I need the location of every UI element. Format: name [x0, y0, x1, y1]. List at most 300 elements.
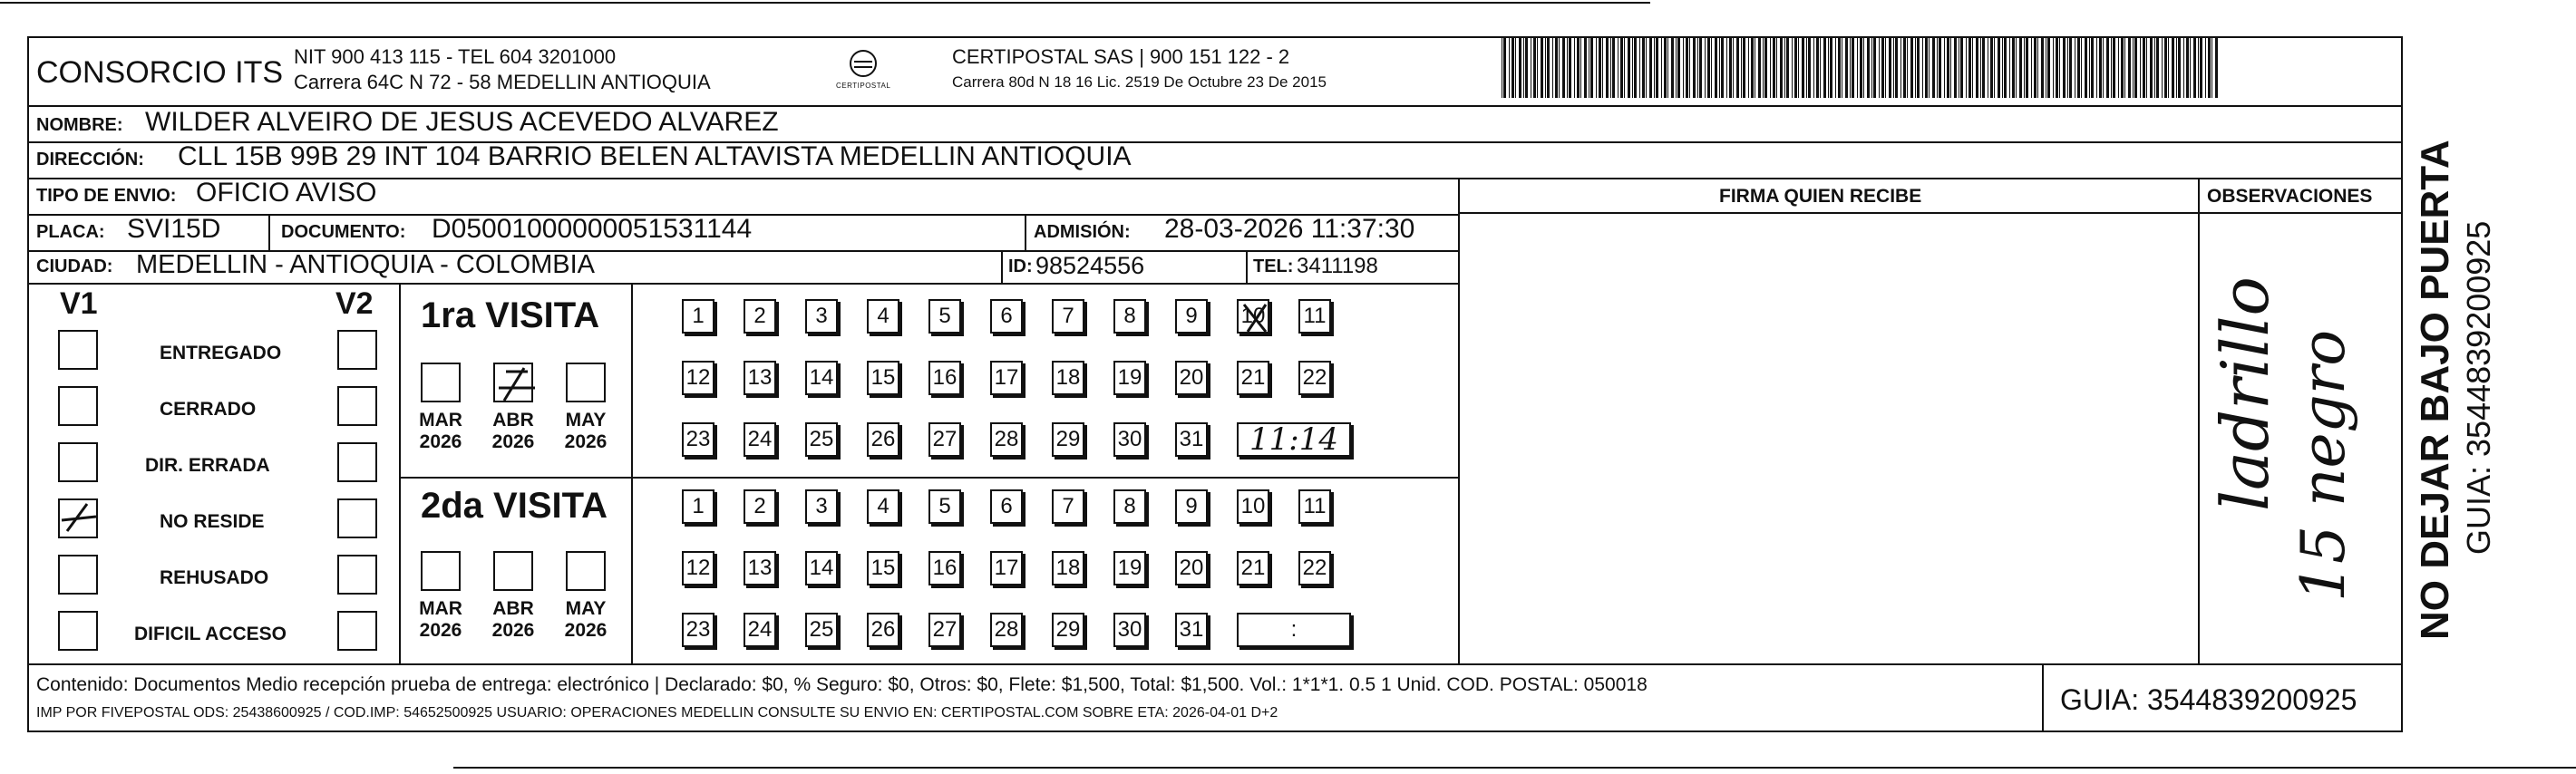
month-name: MAY [565, 410, 607, 431]
barcode-bar [1845, 38, 1848, 98]
barcode-bar [1726, 38, 1727, 98]
barcode-bar [1733, 38, 1734, 98]
status-option-label: ENTREGADO [160, 343, 282, 363]
barcode-bar [1947, 38, 1949, 98]
day-box[interactable]: 19 [1113, 361, 1146, 395]
barcode-bar [2047, 38, 2050, 98]
day-box[interactable]: 16 [928, 551, 961, 585]
barcode-bar [1596, 38, 1597, 98]
day-box[interactable]: 12 [682, 361, 714, 395]
barcode-bar [2037, 38, 2038, 98]
day-box[interactable]: 21 [1237, 361, 1269, 395]
firma-header: FIRMA QUIEN RECIBE [1719, 186, 1922, 207]
barcode-bar [2041, 38, 2044, 98]
barcode-bar [1547, 38, 1550, 98]
v2-checkbox[interactable] [337, 442, 377, 482]
barcode-bar [1966, 38, 1967, 98]
barcode-bar [2164, 38, 2167, 98]
barcode-bar [2200, 38, 2202, 98]
day-box[interactable]: 2 [744, 299, 776, 334]
barcode-bar [1654, 38, 1655, 98]
day-box[interactable]: 8 [1113, 489, 1146, 524]
day-box[interactable]: 10 [1237, 489, 1269, 524]
barcode-bar [2063, 38, 2066, 98]
v2-checkbox[interactable] [337, 330, 377, 370]
barcode-bar [1900, 38, 1901, 98]
day-box[interactable]: 5 [928, 299, 961, 334]
courier-line-2: Carrera 80d N 18 16 Lic. 2519 De Octubre 23 De 2015 [952, 73, 1327, 91]
barcode-bar [1925, 38, 1928, 98]
barcode-bar [1545, 38, 1546, 98]
barcode-bar [1850, 38, 1851, 98]
barcode-bar [2162, 38, 2163, 98]
bottom-edge-line [453, 767, 2576, 769]
v1-checkbox[interactable] [58, 611, 98, 651]
barcode-bar [2176, 38, 2177, 98]
barcode-bar [1523, 38, 1524, 98]
day-box[interactable]: 14 [805, 551, 838, 585]
barcode-bar [1741, 38, 1742, 98]
visit-divider-line [399, 477, 1458, 479]
barcode-bar [1567, 38, 1568, 98]
barcode-bar [1562, 38, 1565, 98]
barcode-bar [1620, 38, 1623, 98]
month-name: ABR [492, 410, 534, 431]
barcode-bar [2154, 38, 2155, 98]
barcode-bar [1541, 38, 1543, 98]
id-divider [1001, 250, 1003, 283]
status-option-label: CERRADO [160, 399, 257, 420]
day-box[interactable]: 28 [990, 613, 1023, 647]
day-box[interactable]: 11 [1298, 299, 1331, 334]
firma-column-left-line [1458, 178, 1460, 663]
barcode-bar [2077, 38, 2080, 98]
day-box[interactable]: 23 [682, 613, 714, 647]
barcode-bar [1719, 38, 1720, 98]
barcode-bar [2056, 38, 2058, 98]
admision-divider [1025, 214, 1026, 250]
day-box[interactable]: 31 [1175, 422, 1208, 457]
day-box[interactable]: 6 [990, 299, 1023, 334]
tipo-value: OFICIO AVISO [196, 178, 377, 208]
row-line-2 [27, 178, 2403, 179]
barcode-bar [1770, 38, 1771, 98]
barcode-bar [2106, 38, 2109, 98]
barcode-bar [1503, 38, 1506, 98]
day-box[interactable]: 4 [867, 489, 899, 524]
day-box[interactable]: 8 [1113, 299, 1146, 334]
barcode-bar [1580, 38, 1581, 98]
v1-checkbox[interactable] [58, 555, 98, 595]
documento-label: DOCUMENTO: [281, 222, 406, 242]
day-box[interactable]: 11 [1298, 489, 1331, 524]
documento-value: D05001000000051531144 [432, 214, 753, 244]
footer-line-2: IMP POR FIVEPOSTAL ODS: 25438600925 / COD.IMP: 54652500925 USUARIO: OPERACIONES MEDELLIN CONSULTE SU ENVIO EN: CERTIPOSTAL.COM SOBRE ETA: 2026-04-01 D+2 [36, 705, 1278, 721]
day-box[interactable]: 14 [805, 361, 838, 395]
day-box[interactable]: 31 [1175, 613, 1208, 647]
month-year: 2026 [491, 620, 535, 642]
barcode-bar [1873, 38, 1876, 98]
direccion-label: DIRECCIÓN: [36, 150, 144, 169]
month-name: ABR [492, 598, 534, 619]
barcode-bar [1838, 38, 1841, 98]
barcode-bar [1852, 38, 1854, 98]
footer-guia: GUIA: 3544839200925 [2060, 683, 2357, 716]
barcode-bar [1656, 38, 1658, 98]
barcode-bar [1929, 38, 1930, 98]
month-checkbox[interactable] [566, 551, 606, 591]
day-box[interactable]: 20 [1175, 361, 1208, 395]
month-checkbox[interactable] [493, 363, 533, 402]
day-box[interactable]: 3 [805, 299, 838, 334]
barcode-bar [1649, 38, 1652, 98]
barcode-bar [1823, 38, 1826, 98]
barcode-bar [2103, 38, 2104, 98]
day-box[interactable]: 7 [1052, 299, 1084, 334]
barcode-bar [1857, 38, 1858, 98]
barcode-bar [1584, 38, 1587, 98]
day-box[interactable]: 21 [1237, 551, 1269, 585]
status-option-label: DIR. ERRADA [145, 455, 270, 476]
day-box[interactable]: 16 [928, 361, 961, 395]
barcode-bar [1907, 38, 1908, 98]
certipostal-logo [836, 47, 890, 94]
barcode-bar [1697, 38, 1698, 98]
barcode-bar [2004, 38, 2007, 98]
barcode-bar [1937, 38, 1938, 98]
barcode-bar [1808, 38, 1811, 98]
barcode-bar [2143, 38, 2145, 98]
barcode-bar [2134, 38, 2137, 98]
barcode-bar [1990, 38, 1993, 98]
barcode-bar [1915, 38, 1916, 98]
v1-checkbox[interactable] [58, 330, 98, 370]
barcode-bar [1533, 38, 1536, 98]
v2-checkbox[interactable] [337, 555, 377, 595]
observaciones-header: OBSERVACIONES [2207, 186, 2373, 207]
courier-line-1: CERTIPOSTAL SAS | 900 151 122 - 2 [952, 45, 1290, 68]
month-year: 2026 [564, 431, 608, 453]
row-line-5 [27, 283, 1458, 285]
barcode-bar [2128, 38, 2131, 98]
check-mark-icon [60, 500, 100, 540]
barcode-bar [2215, 38, 2218, 98]
barcode-bar [1577, 38, 1580, 98]
barcode-bar [1980, 38, 1981, 98]
company-line-1: NIT 900 413 115 - TEL 604 3201000 [294, 45, 617, 68]
barcode-bar [1763, 38, 1764, 98]
barcode-bar [1686, 38, 1688, 98]
day-box[interactable]: 4 [867, 299, 899, 334]
barcode-bar [1664, 38, 1667, 98]
v2-checkbox[interactable] [337, 498, 377, 538]
day-box[interactable]: 17 [990, 361, 1023, 395]
barcode-bar [2198, 38, 2199, 98]
barcode-bar [1806, 38, 1807, 98]
month-checkbox[interactable] [566, 363, 606, 402]
day-box[interactable]: 29 [1052, 613, 1084, 647]
placa-divider [268, 214, 270, 250]
day-box[interactable]: 20 [1175, 551, 1208, 585]
admision-value: 28-03-2026 11:37:30 [1164, 214, 1415, 244]
v2-checkbox[interactable] [337, 386, 377, 426]
day-box[interactable]: 19 [1113, 551, 1146, 585]
barcode-bar [1802, 38, 1804, 98]
barcode-bar [1736, 38, 1739, 98]
barcode-bar [2124, 38, 2125, 98]
day-box[interactable]: 17 [990, 551, 1023, 585]
placa-value: SVI15D [127, 214, 221, 244]
admision-label: ADMISIÓN: [1034, 222, 1131, 242]
barcode-bar [1729, 38, 1732, 98]
barcode-bar [1671, 38, 1674, 98]
footer-line-1: Contenido: Documentos Medio recepción prueba de entrega: electrónico | Declarado: $0, % Seguro: $0, Otros: $0, Flete: $1,500, Total: $1,500. Vol.: 1*1*1. 0.5 1 Unid. COD. POSTAL: 050018 [36, 674, 1648, 695]
v1-checkbox[interactable] [58, 442, 98, 482]
barcode-bar [2081, 38, 2082, 98]
day-box[interactable]: 15 [867, 361, 899, 395]
month-checkbox[interactable] [421, 551, 461, 591]
barcode-bar [1954, 38, 1957, 98]
day-box[interactable]: 5 [928, 489, 961, 524]
month-label [486, 410, 540, 453]
day-box[interactable]: 30 [1113, 613, 1146, 647]
barcode-bar [1792, 38, 1793, 98]
day-box[interactable]: 13 [744, 361, 776, 395]
side-notice: NO DEJAR BAJO PUERTA [2413, 140, 2457, 640]
day-box[interactable]: 7 [1052, 489, 1084, 524]
day-box[interactable]: 26 [867, 422, 899, 457]
barcode-bar [1711, 38, 1712, 98]
barcode-bar [2140, 38, 2141, 98]
barcode-bar [1828, 38, 1829, 98]
nombre-label: NOMBRE: [36, 115, 123, 135]
day-cross-mark-icon [1239, 301, 1271, 335]
v1-checkbox[interactable] [58, 498, 98, 538]
month-checkbox[interactable] [493, 551, 533, 591]
barcode-bar [1574, 38, 1575, 98]
top-edge-line [0, 2, 1650, 4]
barcode-bar [1618, 38, 1619, 98]
handwritten-observation [2198, 212, 2403, 663]
barcode-bar [1667, 38, 1668, 98]
barcode-bar [2211, 38, 2212, 98]
v1-header: V1 [60, 286, 98, 321]
barcode-bar [1515, 38, 1516, 98]
day-box[interactable]: 27 [928, 613, 961, 647]
direccion-value: CLL 15B 99B 29 INT 104 BARRIO BELEN ALTAVISTA MEDELLIN ANTIOQUIA [178, 141, 1132, 171]
day-box[interactable]: 18 [1052, 361, 1084, 395]
company-name: CONSORCIO ITS [36, 55, 284, 90]
barcode-bar [1683, 38, 1684, 98]
day-box[interactable]: 13 [744, 551, 776, 585]
barcode-bar [1910, 38, 1913, 98]
barcode-bar [1715, 38, 1717, 98]
barcode-bar [1599, 38, 1601, 98]
day-box[interactable]: 27 [928, 422, 961, 457]
barcode-bar [1537, 38, 1538, 98]
barcode-bar [2146, 38, 2147, 98]
check-mark-icon [495, 364, 535, 404]
barcode-bar [2113, 38, 2115, 98]
barcode-bar [1917, 38, 1920, 98]
time-box[interactable]: 11:14 [1237, 422, 1351, 457]
handwriting-line-1: ladrillo [2207, 276, 2283, 511]
visit-2-title: 2da VISITA [421, 486, 608, 526]
barcode-bar [1699, 38, 1702, 98]
barcode-bar [2026, 38, 2028, 98]
barcode-bar [1976, 38, 1978, 98]
barcode-bar [1798, 38, 1799, 98]
day-box[interactable]: 24 [744, 613, 776, 647]
barcode-bar [1509, 38, 1510, 98]
barcode-bar [1705, 38, 1706, 98]
barcode-bar [2168, 38, 2169, 98]
barcode-bar [1994, 38, 1995, 98]
barcode-bar [1721, 38, 1724, 98]
barcode-bar [2133, 38, 2134, 98]
barcode-bar [1773, 38, 1775, 98]
visit-1-title: 1ra VISITA [421, 295, 600, 335]
barcode-bar [1863, 38, 1864, 98]
day-box[interactable]: 22 [1298, 361, 1331, 395]
barcode-bar [1707, 38, 1710, 98]
barcode-bar [1639, 38, 1640, 98]
barcode-bar [2178, 38, 2181, 98]
day-box[interactable]: 25 [805, 422, 838, 457]
barcode-bar [1632, 38, 1633, 98]
day-box[interactable]: 30 [1113, 422, 1146, 457]
barcode-bar [2059, 38, 2060, 98]
day-box[interactable]: 23 [682, 422, 714, 457]
barcode-bar [2024, 38, 2025, 98]
v2-header: V2 [335, 286, 374, 321]
day-box[interactable]: 26 [867, 613, 899, 647]
barcode-bar [2016, 38, 2017, 98]
nombre-value: WILDER ALVEIRO DE JESUS ACEVEDO ALVAREZ [145, 107, 779, 137]
day-box[interactable]: 9 [1175, 489, 1208, 524]
barcode-bar [2111, 38, 2112, 98]
day-box[interactable]: 18 [1052, 551, 1084, 585]
footer-guia-divider [2042, 663, 2044, 732]
id-label: ID: [1008, 256, 1033, 276]
barcode-bar [2002, 38, 2003, 98]
barcode-bar [1889, 38, 1891, 98]
barcode-bar [2099, 38, 2102, 98]
month-checkbox[interactable] [421, 363, 461, 402]
month-year: 2026 [419, 431, 462, 453]
barcode-bar [2121, 38, 2124, 98]
day-box[interactable]: 15 [867, 551, 899, 585]
logo-text: CERTIPOSTAL [836, 82, 891, 90]
barcode-bar [1743, 38, 1745, 98]
barcode-bar [1820, 38, 1821, 98]
barcode-bar [2085, 38, 2087, 98]
month-name: MAR [419, 598, 462, 619]
barcode-bar [2019, 38, 2022, 98]
barcode-bar [1748, 38, 1749, 98]
month-label [486, 598, 540, 642]
day-box[interactable]: 22 [1298, 551, 1331, 585]
day-box[interactable]: 1 [682, 489, 714, 524]
v2-checkbox[interactable] [337, 611, 377, 651]
barcode-bar [1764, 38, 1767, 98]
barcode-bar [1944, 38, 1945, 98]
tipo-label: TIPO DE ENVIO: [36, 186, 177, 206]
month-label [413, 410, 468, 453]
barcode-bar [1867, 38, 1870, 98]
barcode-bar [2034, 38, 2036, 98]
barcode-bar [1968, 38, 1971, 98]
barcode-bar [1816, 38, 1819, 98]
footer-divider [27, 663, 2403, 665]
day-box[interactable]: 1 [682, 299, 714, 334]
day-box[interactable]: 10 [1237, 299, 1269, 334]
tel-label: TEL: [1253, 256, 1294, 276]
barcode-bar [1794, 38, 1797, 98]
barcode-bar [1830, 38, 1832, 98]
barcode-bar [1893, 38, 1894, 98]
side-guia: GUIA: 3544839200925 [2460, 220, 2497, 555]
day-box[interactable]: 25 [805, 613, 838, 647]
barcode-bar [1960, 38, 1963, 98]
barcode-bar [1982, 38, 1985, 98]
ciudad-value: MEDELLIN - ANTIOQUIA - COLOMBIA [136, 250, 595, 279]
day-box[interactable]: 2 [744, 489, 776, 524]
status-option-label: REHUSADO [160, 567, 269, 588]
barcode-bar [1786, 38, 1789, 98]
barcode-bar [1871, 38, 1872, 98]
status-section-divider [399, 283, 401, 663]
barcode-bar [1606, 38, 1609, 98]
day-box[interactable]: 29 [1052, 422, 1084, 457]
tel-value: 3411198 [1297, 254, 1378, 278]
barcode-bar [1677, 38, 1680, 98]
barcode-bar [1972, 38, 1973, 98]
barcode-bar [1602, 38, 1603, 98]
barcode-bar [1512, 38, 1514, 98]
day-box[interactable]: 6 [990, 489, 1023, 524]
barcode-bar [1559, 38, 1560, 98]
barcode-bar [2069, 38, 2072, 98]
day-box[interactable]: 9 [1175, 299, 1208, 334]
day-box[interactable]: 3 [805, 489, 838, 524]
barcode-bar [2193, 38, 2196, 98]
barcode-bar [1922, 38, 1923, 98]
barcode-bar [1881, 38, 1884, 98]
month-year: 2026 [564, 620, 608, 642]
barcode-bar [1661, 38, 1662, 98]
barcode-bar [2118, 38, 2119, 98]
barcode-bar [2190, 38, 2191, 98]
barcode-bar [2172, 38, 2174, 98]
barcode-bar [1628, 38, 1630, 98]
day-box[interactable]: 28 [990, 422, 1023, 457]
barcode-bar [2067, 38, 2068, 98]
day-box[interactable]: 24 [744, 422, 776, 457]
barcode-bar [1885, 38, 1886, 98]
v1-checkbox[interactable] [58, 386, 98, 426]
month-name: MAR [419, 410, 462, 431]
month-name: MAY [565, 598, 607, 619]
barcode-bar [1879, 38, 1880, 98]
barcode-bar [1624, 38, 1625, 98]
barcode-bar [1525, 38, 1528, 98]
barcode-bar [1895, 38, 1898, 98]
id-value: 98524556 [1035, 252, 1145, 279]
barcode-bar [1950, 38, 1951, 98]
day-box[interactable]: 12 [682, 551, 714, 585]
time-box[interactable]: : [1237, 613, 1351, 647]
